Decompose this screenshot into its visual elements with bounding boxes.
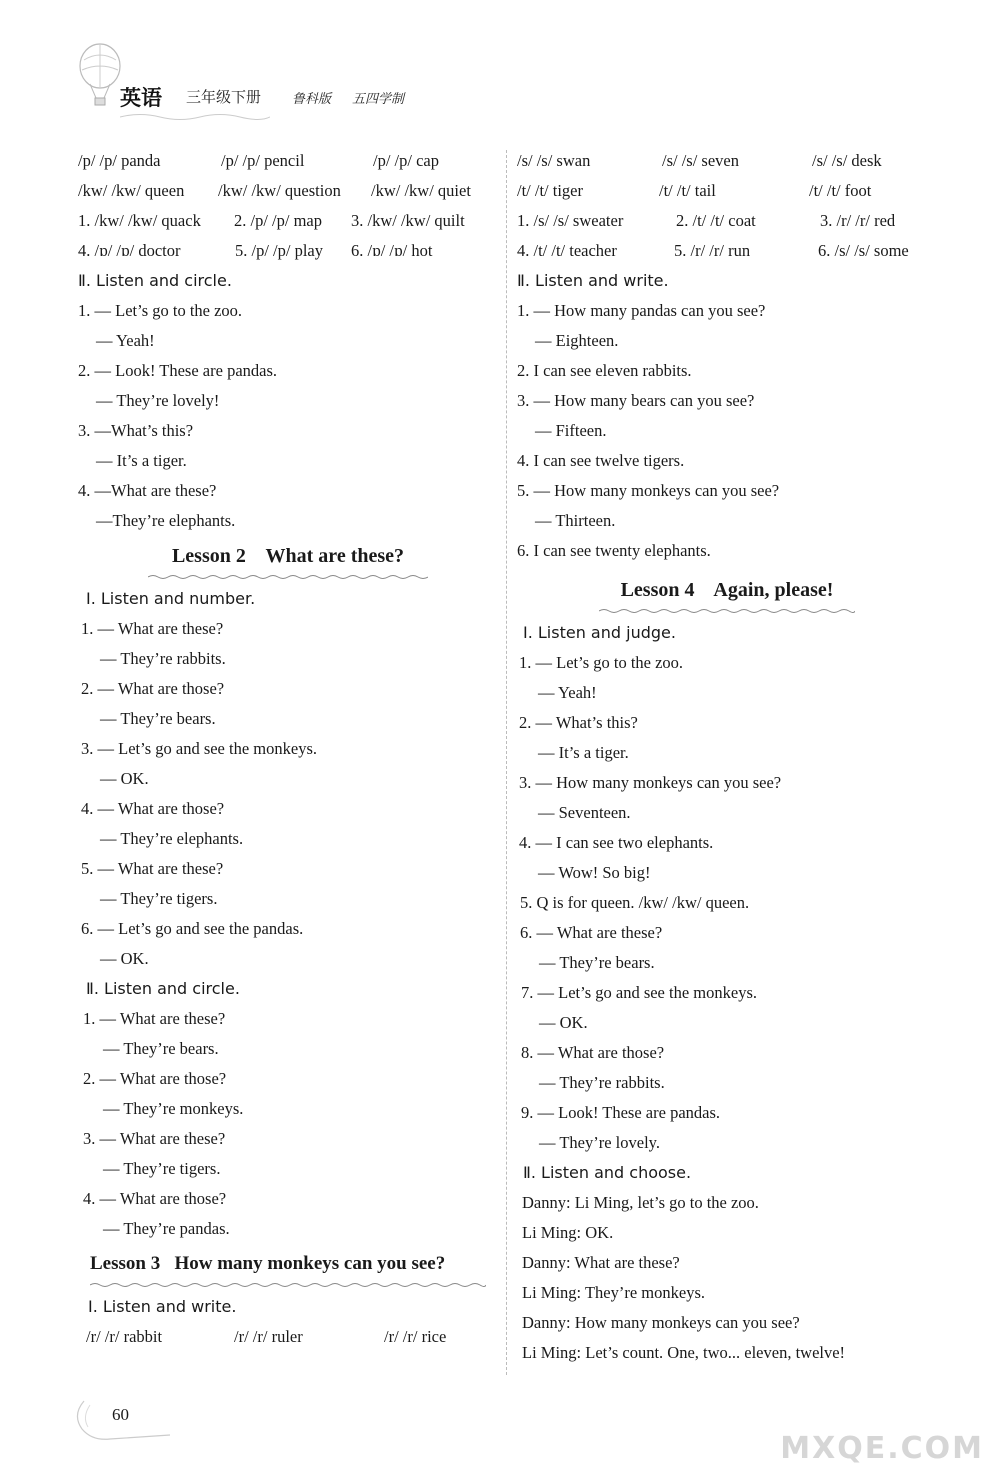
- header-underline: [120, 112, 270, 122]
- wave-underline: [90, 1282, 486, 1288]
- phonics-item: /t/ /t/ tail: [659, 181, 716, 200]
- wave-underline: [599, 608, 855, 614]
- phonics-item: /s/ /s/ desk: [812, 151, 882, 170]
- phonics-item: 4. /t/ /t/ teacher: [517, 241, 617, 260]
- dialogue-line: — It’s a tiger.: [538, 743, 629, 762]
- dialogue-line: Li Ming: OK.: [522, 1223, 614, 1242]
- dialogue-line: 6. I can see twenty elephants.: [517, 541, 711, 560]
- dialogue-line: 4. —What are these?: [78, 481, 217, 500]
- section-heading: Ⅰ. Listen and judge.: [523, 623, 676, 642]
- dialogue-line: — Fifteen.: [535, 421, 607, 440]
- phonics-item: 6. /ɒ/ /ɒ/ hot: [351, 241, 433, 260]
- phonics-item: /t/ /t/ foot: [809, 181, 872, 200]
- watermark-text: MXQE.COM: [780, 1431, 984, 1466]
- lesson-4-title: [517, 570, 937, 618]
- phonics-item: /r/ /r/ ruler: [234, 1327, 303, 1346]
- book-subject: 英语: [120, 86, 162, 110]
- phonics-item: 5. /p/ /p/ play: [235, 241, 323, 260]
- dialogue-line: — They’re elephants.: [100, 829, 244, 848]
- dialogue-line: — It’s a tiger.: [96, 451, 187, 470]
- dialogue-line: 3. — How many bears can you see?: [517, 391, 755, 410]
- dialogue-line: — OK.: [539, 1013, 588, 1032]
- dialogue-line: 2. — What’s this?: [519, 713, 638, 732]
- dialogue-line: Li Ming: They’re monkeys.: [522, 1283, 705, 1302]
- phonics-row: [78, 146, 498, 176]
- dialogue-line: 2. I can see eleven rabbits.: [517, 361, 692, 380]
- phonics-item: /s/ /s/ seven: [662, 151, 739, 170]
- lesson-2-title: [78, 536, 498, 584]
- dialogue-line: — They’re pandas.: [103, 1219, 230, 1238]
- phonics-item: /p/ /p/ pencil: [221, 151, 305, 170]
- phonics-item: 3. /r/ /r/ red: [820, 211, 896, 230]
- dialogue-line: 6. — What are these?: [520, 923, 663, 942]
- dialogue-line: 3. — What are these?: [83, 1129, 226, 1148]
- dialogue-line: 3. — How many monkeys can you see?: [519, 773, 782, 792]
- phonics-item: /p/ /p/ cap: [373, 151, 439, 170]
- phonics-item: /kw/ /kw/ quiet: [371, 181, 471, 200]
- phonics-item: /r/ /r/ rice: [384, 1327, 447, 1346]
- section-heading: Ⅱ. Listen and write.: [517, 271, 669, 290]
- dialogue-line: 4. I can see twelve tigers.: [517, 451, 685, 470]
- dialogue-line: 7. — Let’s go and see the monkeys.: [521, 983, 757, 1002]
- section-heading: Ⅰ. Listen and write.: [88, 1297, 237, 1316]
- dialogue-line: — They’re lovely!: [96, 391, 220, 410]
- section-heading: Ⅱ. Listen and circle.: [86, 979, 240, 998]
- dialogue-line: 1. — What are these?: [81, 619, 224, 638]
- phonics-item: 1. /s/ /s/ sweater: [517, 211, 624, 230]
- dialogue-line: — They’re bears.: [103, 1039, 219, 1058]
- dialogue-line: — They’re tigers.: [103, 1159, 221, 1178]
- dialogue-line: — Thirteen.: [535, 511, 616, 530]
- watermark: [780, 1431, 984, 1466]
- right-column: [517, 146, 937, 1368]
- dialogue-line: 2. — What are those?: [83, 1069, 227, 1088]
- phonics-row: [517, 176, 937, 206]
- dialogue-line: — They’re lovely.: [539, 1133, 660, 1152]
- dialogue-line: — They’re monkeys.: [103, 1099, 244, 1118]
- lesson-title-text: Lesson 3 How many monkeys can you see?: [90, 1253, 446, 1274]
- dialogue-line: 6. — Let’s go and see the pandas.: [81, 919, 304, 938]
- phonics-item: /kw/ /kw/ question: [218, 181, 341, 200]
- lesson-title-text: Lesson 4 Again, please!: [620, 579, 834, 601]
- page-number: 60: [112, 1405, 129, 1424]
- column-divider: [506, 150, 507, 1375]
- left-column: [78, 146, 498, 1352]
- phonics-item: /r/ /r/ rabbit: [86, 1327, 163, 1346]
- phonics-item: 6. /s/ /s/ some: [818, 241, 909, 260]
- dialogue-line: Danny: What are these?: [522, 1253, 680, 1272]
- phonics-row: [517, 236, 937, 266]
- phonics-row: [78, 236, 498, 266]
- dialogue-line: Danny: How many monkeys can you see?: [522, 1313, 800, 1332]
- dialogue-line: 9. — Look! These are pandas.: [521, 1103, 721, 1122]
- dialogue-line: 5. — How many monkeys can you see?: [517, 481, 780, 500]
- phonics-item: 1. /kw/ /kw/ quack: [78, 211, 201, 230]
- phonics-row: [517, 146, 937, 176]
- dialogue-line: 4. — What are those?: [81, 799, 225, 818]
- dialogue-line: 5. Q is for queen. /kw/ /kw/ queen.: [520, 893, 750, 912]
- dialogue-line: 3. — Let’s go and see the monkeys.: [81, 739, 317, 758]
- dialogue-line: 2. — Look! These are pandas.: [78, 361, 278, 380]
- section-heading: Ⅱ. Listen and circle.: [78, 271, 232, 290]
- dialogue-line: Li Ming: Let’s count. One, two... eleven, twelve!: [522, 1343, 846, 1362]
- phonics-item: 3. /kw/ /kw/ quilt: [351, 211, 465, 230]
- lesson-3-title: [90, 1244, 498, 1292]
- dialogue-line: 2. — What are those?: [81, 679, 225, 698]
- dialogue-line: — They’re bears.: [539, 953, 655, 972]
- dialogue-line: 1. — Let’s go to the zoo.: [78, 301, 243, 320]
- phonics-row: [78, 176, 498, 206]
- dialogue-line: — Wow! So big!: [538, 863, 651, 882]
- section-heading: Ⅰ. Listen and number.: [86, 589, 256, 608]
- dialogue-line: — Eighteen.: [535, 331, 619, 350]
- dialogue-line: — They’re rabbits.: [100, 649, 226, 668]
- dialogue-line: 1. — Let’s go to the zoo.: [519, 653, 684, 672]
- dialogue-line: 5. — What are these?: [81, 859, 224, 878]
- dialogue-line: 4. — I can see two elephants.: [519, 833, 714, 852]
- section-heading: Ⅱ. Listen and choose.: [523, 1163, 692, 1182]
- book-system: 五四学制: [352, 92, 405, 107]
- phonics-item: 4. /ɒ/ /ɒ/ doctor: [78, 241, 181, 260]
- dialogue-line: — Seventeen.: [538, 803, 631, 822]
- phonics-item: 2. /p/ /p/ map: [234, 211, 322, 230]
- dialogue-line: — Yeah!: [538, 683, 597, 702]
- dialogue-line: 1. — How many pandas can you see?: [517, 301, 766, 320]
- dialogue-line: — OK.: [100, 769, 149, 788]
- phonics-item: /kw/ /kw/ queen: [78, 181, 185, 200]
- dialogue-line: — They’re tigers.: [100, 889, 218, 908]
- wave-underline: [148, 574, 428, 580]
- phonics-row: [78, 1322, 498, 1352]
- dialogue-line: 4. — What are those?: [83, 1189, 227, 1208]
- phonics-row: [78, 206, 498, 236]
- phonics-item: /p/ /p/ panda: [78, 151, 161, 170]
- book-publisher: 鲁科版: [292, 92, 332, 107]
- dialogue-line: — They’re bears.: [100, 709, 216, 728]
- dialogue-line: 3. —What’s this?: [78, 421, 194, 440]
- dialogue-line: — Yeah!: [96, 331, 155, 350]
- dialogue-line: Danny: Li Ming, let’s go to the zoo.: [522, 1193, 759, 1212]
- dialogue-line: —They’re elephants.: [96, 511, 236, 530]
- phonics-item: 5. /r/ /r/ run: [674, 241, 751, 260]
- phonics-row: [517, 206, 937, 236]
- book-grade: 三年级下册: [186, 88, 262, 106]
- dialogue-line: 1. — What are these?: [83, 1009, 226, 1028]
- phonics-item: /s/ /s/ swan: [517, 151, 591, 170]
- dialogue-line: 8. — What are those?: [521, 1043, 665, 1062]
- page-header: [60, 40, 500, 130]
- lesson-title-text: Lesson 2 What are these?: [171, 545, 405, 567]
- dialogue-line: — OK.: [100, 949, 149, 968]
- phonics-item: 2. /t/ /t/ coat: [676, 211, 756, 230]
- dialogue-line: — They’re rabbits.: [539, 1073, 665, 1092]
- phonics-item: /t/ /t/ tiger: [517, 181, 583, 200]
